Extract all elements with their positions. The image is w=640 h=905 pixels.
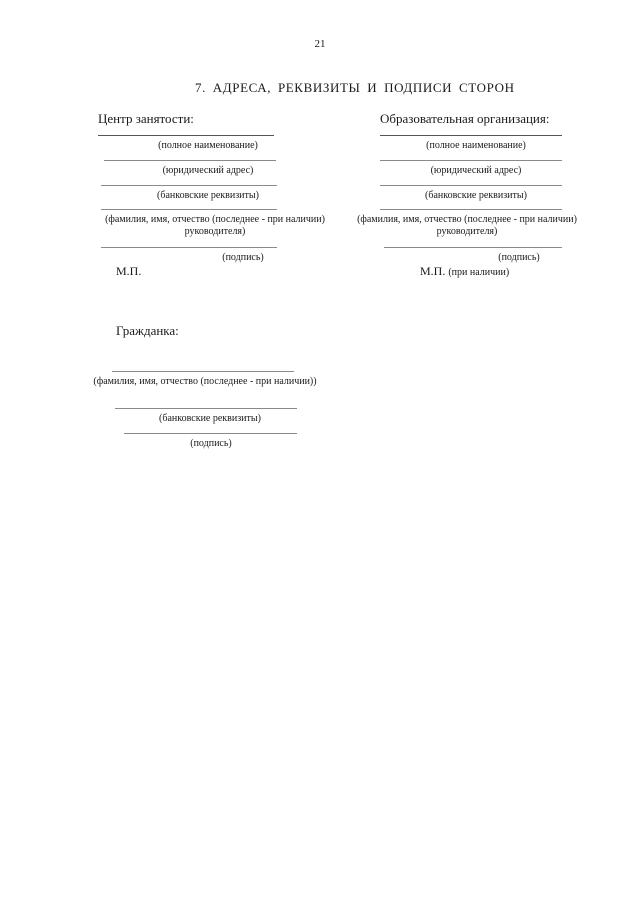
- citizen-signature-caption: (подпись): [190, 438, 232, 449]
- educational-org-stamp: [420, 264, 509, 279]
- citizen-signature-line[interactable]: [124, 433, 297, 434]
- educational-org-full-name-caption: (полное наименование): [426, 140, 526, 151]
- educational-org-address-line[interactable]: [380, 160, 562, 161]
- section-title: 7. АДРЕСА, РЕКВИЗИТЫ И ПОДПИСИ СТОРОН: [195, 80, 515, 95]
- educational-org-director-caption: (фамилия, имя, отчество (последнее - при наличии) руководителя): [357, 214, 577, 237]
- educational-org-address-caption: (юридический адрес): [430, 165, 522, 176]
- citizen-heading: Гражданка:: [116, 323, 179, 338]
- employment-center-director-line[interactable]: [101, 209, 277, 210]
- educational-org-full-name-line[interactable]: [380, 135, 562, 136]
- educational-org-stamp-label: М.П.: [420, 264, 446, 278]
- employment-center-full-name-caption: (полное наименование): [158, 140, 258, 151]
- educational-org-heading: Образовательная организация:: [380, 111, 550, 126]
- educational-org-bank-caption: (банковские реквизиты): [425, 190, 527, 201]
- educational-org-signature-caption: (подпись): [498, 252, 540, 263]
- employment-center-stamp: М.П.: [116, 264, 142, 278]
- citizen-name-line[interactable]: [112, 371, 294, 372]
- employment-center-director-caption: (фамилия, имя, отчество (последнее - при наличии) руководителя): [105, 214, 325, 237]
- employment-center-bank-caption: (банковские реквизиты): [157, 190, 259, 201]
- page-number: 21: [314, 38, 326, 50]
- employment-center-address-line[interactable]: [104, 160, 276, 161]
- citizen-name-caption: (фамилия, имя, отчество (последнее - при наличии)): [93, 376, 317, 387]
- employment-center-heading: Центр занятости:: [98, 111, 194, 126]
- employment-center-address-caption: (юридический адрес): [162, 165, 254, 176]
- citizen-bank-caption: (банковские реквизиты): [159, 413, 261, 424]
- educational-org-bank-line[interactable]: [380, 185, 562, 186]
- employment-center-signature-line[interactable]: [101, 247, 277, 248]
- educational-org-signature-line[interactable]: [384, 247, 562, 248]
- employment-center-full-name-line[interactable]: [98, 135, 274, 136]
- educational-org-stamp-note: (при наличии): [448, 267, 510, 278]
- employment-center-bank-line[interactable]: [101, 185, 277, 186]
- citizen-bank-line[interactable]: [115, 408, 297, 409]
- educational-org-director-line[interactable]: [380, 209, 562, 210]
- employment-center-signature-caption: (подпись): [222, 252, 264, 263]
